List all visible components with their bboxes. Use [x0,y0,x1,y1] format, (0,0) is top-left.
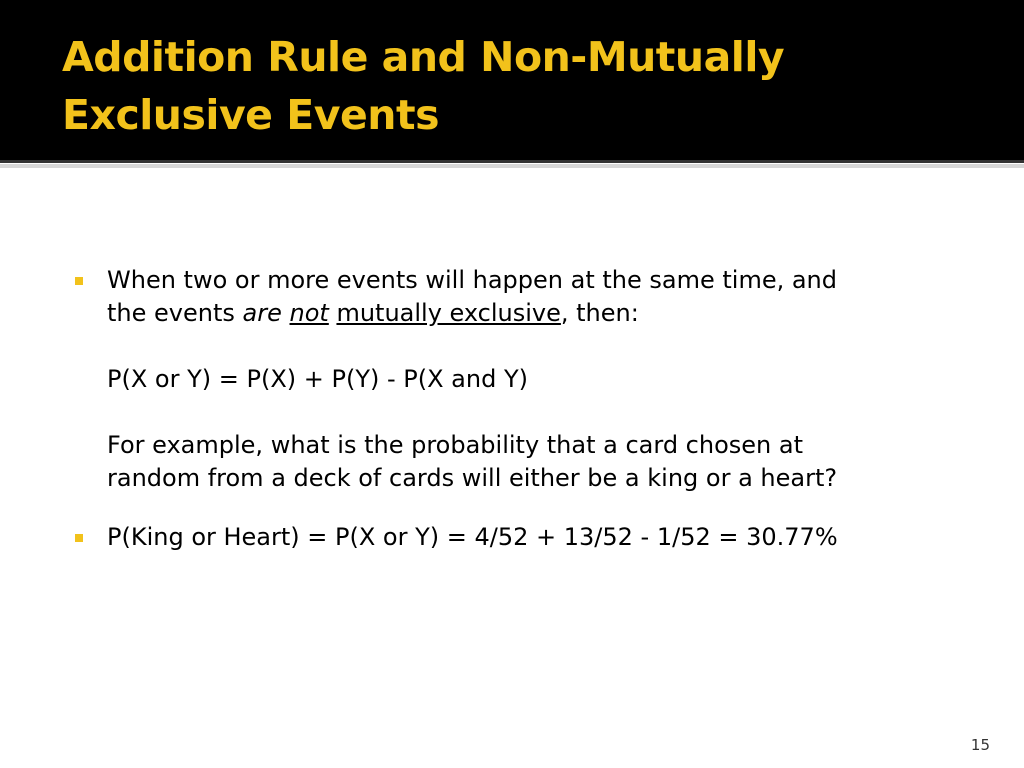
spacer [107,330,972,363]
bullet-line-2-suffix: , then: [560,299,639,327]
example-line-1: For example, what is the probability that a card chosen at [107,431,803,459]
bullet-line-2-prefix: the events [107,299,243,327]
emphasis-not: not [289,299,329,327]
emphasis-are: are [242,299,282,327]
square-bullet-icon [75,534,83,542]
bullet-gap [72,495,972,521]
title-divider-dark [0,160,1024,163]
example-line-2: random from a deck of cards will either be a king or a heart? [107,464,838,492]
square-bullet-icon [75,277,83,285]
slide-content [72,264,972,554]
title-line-2: Exclusive Events [62,91,439,139]
title-line-1: Addition Rule and Non-Mutually [62,33,785,81]
bullet-line-2 [107,297,972,330]
slide-title [62,28,992,144]
title-divider-light [0,164,1024,168]
addition-rule-formula: P(X or Y) = P(X) + P(Y) - P(X and Y) [107,365,528,393]
title-bar [0,0,1024,160]
mutually-exclusive-phrase: mutually exclusive [336,299,561,327]
king-or-heart-calculation: P(King or Heart) = P(X or Y) = 4/52 + 13/52 - 1/52 = 30.77% [107,523,838,551]
bullet-item-addition-rule [72,264,972,495]
bullet-item-calculation [72,521,972,554]
spacer [107,396,972,429]
page-number: 15 [970,736,990,754]
bullet-line-1: When two or more events will happen at the same time, and [107,266,837,294]
